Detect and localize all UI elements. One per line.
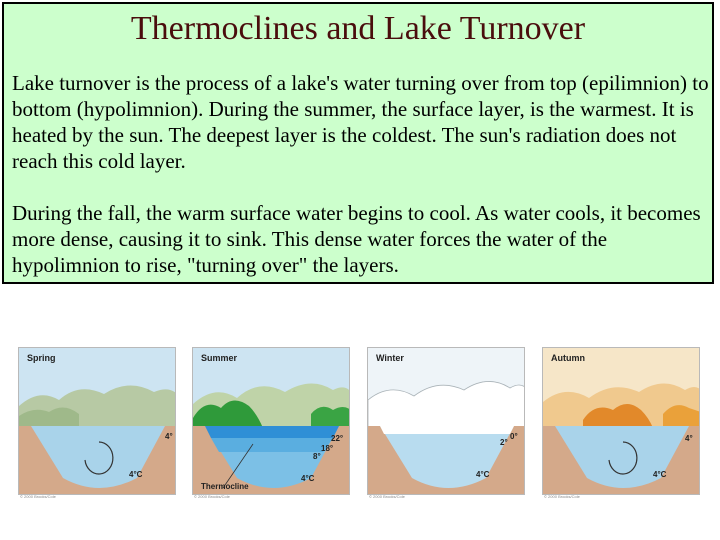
winter-label-0: 0°: [510, 432, 518, 441]
paragraph-turnover: Lake turnover is the process of a lake's water turning over from top (epilimnion) to bottom (hypolimnion). During the summer, the surface layer, is the warmest. It is heated by the sun. The deepest layer is the coldest. The sun's radiation does not reach this cold layer.: [12, 71, 709, 173]
summer-illustration: [193, 348, 350, 495]
panel-autumn: [542, 347, 700, 495]
slide-title: Thermoclines and Lake Turnover: [130, 10, 586, 47]
panel-summer: [192, 347, 350, 495]
winter-label-2: 2°: [500, 438, 508, 447]
spring-illustration: [19, 348, 176, 495]
winter-title: Winter: [376, 353, 404, 363]
spring-title: Spring: [27, 353, 56, 363]
summer-label-18: 18°: [321, 444, 334, 453]
winter-illustration: [368, 348, 525, 495]
spring-label-bottom: 4°C: [129, 470, 143, 479]
panel-spring: [18, 347, 176, 495]
summer-credit: © 2000 Brooks/Cole: [194, 494, 230, 499]
text-box: [2, 2, 714, 284]
panel-winter: [367, 347, 525, 495]
summer-label-8: 8°: [313, 452, 321, 461]
autumn-illustration: [543, 348, 700, 495]
autumn-credit: © 2000 Brooks/Cole: [544, 494, 580, 499]
summer-label-22: 22°: [331, 434, 344, 443]
paragraph-fall: During the fall, the warm surface water begins to cool. As water cools, it becomes more dense, causing it to sink. This dense water forces the water of the hypolimnion to rise, "turning over" the layers.: [12, 201, 701, 277]
autumn-label-surface: 4°: [685, 434, 693, 443]
summer-label-thermocline: Thermocline: [201, 482, 249, 491]
spring-label-surface: 4°: [165, 432, 173, 441]
spring-credit: © 2000 Brooks/Cole: [20, 494, 56, 499]
winter-credit: © 2000 Brooks/Cole: [369, 494, 405, 499]
summer-title: Summer: [201, 353, 238, 363]
autumn-title: Autumn: [551, 353, 585, 363]
summer-label-4c: 4°C: [301, 474, 315, 483]
autumn-label-bottom: 4°C: [653, 470, 667, 479]
winter-label-4c: 4°C: [476, 470, 490, 479]
